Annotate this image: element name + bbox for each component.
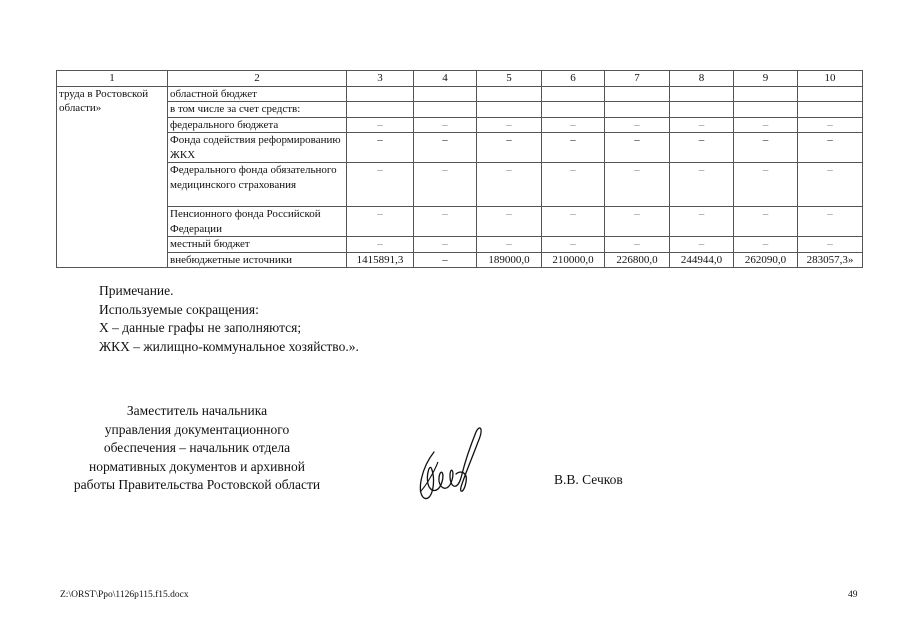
value-cell: – xyxy=(347,207,414,237)
value-cell xyxy=(798,86,863,102)
header-cell: 1 xyxy=(57,71,168,87)
header-cell: 3 xyxy=(347,71,414,87)
value-cell: – xyxy=(798,163,863,207)
value-cell: – xyxy=(605,207,670,237)
value-cell xyxy=(477,102,542,118)
value-cell: – xyxy=(414,117,477,133)
header-cell: 10 xyxy=(798,71,863,87)
value-cell: – xyxy=(414,237,477,253)
value-cell xyxy=(670,86,734,102)
value-cell: – xyxy=(414,252,477,268)
signer-title xyxy=(56,402,338,495)
value-cell: 262090,0 xyxy=(734,252,798,268)
note-line: Примечание. xyxy=(99,283,174,298)
value-cell: 244944,0 xyxy=(670,252,734,268)
value-cell xyxy=(734,86,798,102)
value-cell: – xyxy=(734,237,798,253)
value-cell: – xyxy=(477,117,542,133)
value-cell xyxy=(605,86,670,102)
value-cell: 210000,0 xyxy=(542,252,605,268)
value-cell: – xyxy=(542,133,605,163)
notes-block xyxy=(99,282,359,356)
value-cell: – xyxy=(542,163,605,207)
value-cell: – xyxy=(477,133,542,163)
row-label: областной бюджет xyxy=(168,86,347,102)
value-cell: – xyxy=(734,117,798,133)
value-cell xyxy=(347,86,414,102)
row-label: Фонда содействия реформированию ЖКХ xyxy=(168,133,347,163)
value-cell: – xyxy=(798,207,863,237)
value-cell: – xyxy=(477,163,542,207)
value-cell: – xyxy=(734,133,798,163)
table-row xyxy=(57,252,863,268)
value-cell xyxy=(670,102,734,118)
signer-title-line: работы Правительства Ростовской области xyxy=(73,477,321,492)
header-cell: 8 xyxy=(670,71,734,87)
value-cell: – xyxy=(605,237,670,253)
page-number: 49 xyxy=(848,590,858,600)
header-cell: 4 xyxy=(414,71,477,87)
value-cell: – xyxy=(670,133,734,163)
value-cell xyxy=(734,102,798,118)
value-cell: – xyxy=(414,133,477,163)
value-cell xyxy=(542,102,605,118)
note-line: ЖКХ – жилищно-коммунальное хозяйство.». xyxy=(99,338,359,354)
value-cell: – xyxy=(542,207,605,237)
signer-title-line: обеспечения – начальник отдела xyxy=(103,440,291,455)
value-cell: – xyxy=(542,117,605,133)
note-line: Используемые сокращения: xyxy=(99,301,259,317)
value-cell xyxy=(347,102,414,118)
row-label: Пенсионного фонда Российской Федерации xyxy=(168,207,347,237)
table-row xyxy=(57,133,863,163)
table-row xyxy=(57,102,863,118)
value-cell xyxy=(414,102,477,118)
value-cell: – xyxy=(670,163,734,207)
value-cell: – xyxy=(542,237,605,253)
program-name-cell: труда в Ростовской области» xyxy=(57,86,168,268)
table-header-row xyxy=(57,71,863,87)
value-cell: 226800,0 xyxy=(605,252,670,268)
value-cell: – xyxy=(798,237,863,253)
value-cell: – xyxy=(670,207,734,237)
header-cell: 7 xyxy=(605,71,670,87)
value-cell: – xyxy=(347,237,414,253)
row-label: федерального бюджета xyxy=(168,117,347,133)
row-label: местный бюджет xyxy=(168,237,347,253)
value-cell: – xyxy=(798,117,863,133)
value-cell xyxy=(414,86,477,102)
value-cell: – xyxy=(414,163,477,207)
value-cell: – xyxy=(734,207,798,237)
signer-name: В.В. Сечков xyxy=(554,472,623,487)
handwritten-signature-icon xyxy=(412,422,492,502)
file-path: Z:\ORST\Ppo\1126p115.f15.docx xyxy=(60,590,189,600)
value-cell: – xyxy=(670,117,734,133)
value-cell: – xyxy=(670,237,734,253)
table-row xyxy=(57,207,863,237)
value-cell: 1415891,3 xyxy=(347,252,414,268)
table-row xyxy=(57,163,863,207)
table-row xyxy=(57,117,863,133)
signer-title-line: управления документационного xyxy=(104,421,290,437)
row-label: внебюджетные источники xyxy=(168,252,347,268)
value-cell: – xyxy=(347,133,414,163)
signer-title-line: нормативных документов и архивной xyxy=(89,458,305,474)
value-cell: – xyxy=(347,163,414,207)
signer-title-line: Заместитель начальника xyxy=(126,403,268,418)
value-cell: – xyxy=(347,117,414,133)
note-line: Х – данные графы не заполняются; xyxy=(99,320,302,335)
budget-table xyxy=(56,70,863,268)
header-cell: 2 xyxy=(168,71,347,87)
value-cell: 189000,0 xyxy=(477,252,542,268)
row-label: Федерального фонда обязательного медицинского страхования xyxy=(168,163,347,207)
value-cell: – xyxy=(798,133,863,163)
value-cell: 283057,3» xyxy=(798,252,863,268)
row-label: в том числе за счет средств: xyxy=(168,102,347,118)
value-cell: – xyxy=(734,163,798,207)
value-cell xyxy=(798,102,863,118)
value-cell xyxy=(477,86,542,102)
value-cell: – xyxy=(477,207,542,237)
value-cell: – xyxy=(414,207,477,237)
header-cell: 6 xyxy=(542,71,605,87)
value-cell: – xyxy=(605,133,670,163)
header-cell: 5 xyxy=(477,71,542,87)
value-cell: – xyxy=(477,237,542,253)
value-cell xyxy=(542,86,605,102)
value-cell: – xyxy=(605,163,670,207)
value-cell: – xyxy=(605,117,670,133)
header-cell: 9 xyxy=(734,71,798,87)
value-cell xyxy=(605,102,670,118)
table-row xyxy=(57,237,863,253)
table-row xyxy=(57,86,863,102)
